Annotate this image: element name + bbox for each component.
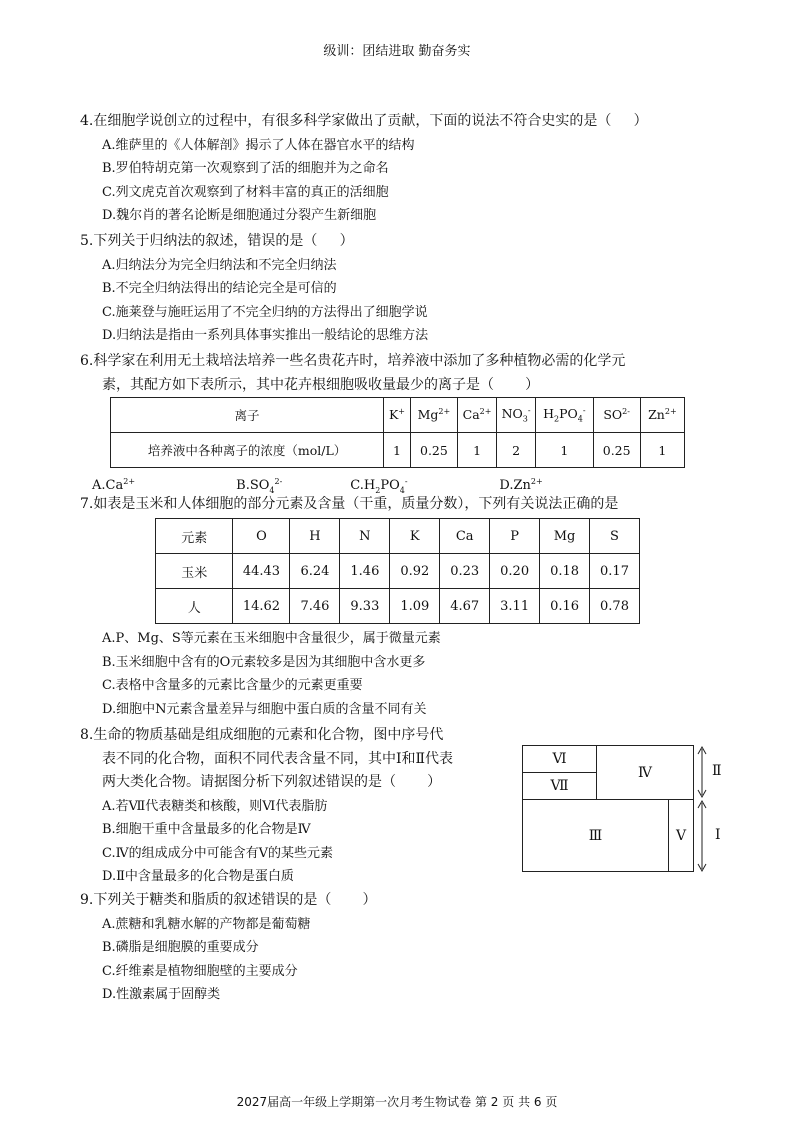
ion-charge: + bbox=[398, 407, 405, 417]
ion-header-cell bbox=[640, 398, 684, 433]
element-value-cell: 0.18 bbox=[540, 554, 590, 589]
element-header-cell: N bbox=[340, 519, 390, 554]
element-row-label: 人 bbox=[156, 589, 233, 624]
element-value-cell: 6.24 bbox=[290, 554, 340, 589]
question-5-stem: 5.下列关于归纳法的叙述，错误的是（ ） bbox=[80, 233, 354, 249]
page-footer: 2027届高一年级上学期第一次月考生物试卷 第 2 页 共 6 页 bbox=[236, 1095, 558, 1109]
option-label: D. bbox=[499, 478, 514, 494]
question-9-option-c: C.纤维素是植物细胞壁的主要成分 bbox=[102, 963, 298, 979]
element-value-cell: 0.20 bbox=[490, 554, 540, 589]
question-7 bbox=[80, 493, 720, 517]
page-header: 级训：团结进取 勤奋务实 bbox=[323, 44, 471, 59]
option-label: B. bbox=[236, 478, 250, 494]
question-5-option-a: A.归纳法分为完全归纳法和不完全归纳法 bbox=[102, 257, 337, 273]
element-header-cell: Mg bbox=[540, 519, 590, 554]
element-value-cell: 0.23 bbox=[440, 554, 490, 589]
element-header-cell: P bbox=[490, 519, 540, 554]
element-value-cell: 9.33 bbox=[340, 589, 390, 624]
element-value-cell: 0.78 bbox=[590, 589, 640, 624]
question-9-option-b: B.磷脂是细胞膜的重要成分 bbox=[102, 940, 259, 955]
question-5-option-d: D.归纳法是指由一系列具体事实推出一般结论的思维方法 bbox=[102, 328, 429, 343]
diagram-region-iv: Ⅳ bbox=[596, 745, 694, 800]
concentration-cell: 1 bbox=[384, 433, 411, 468]
question-6-stem-line1: 6.科学家在利用无土栽培法培养一些名贵花卉时，培养液中添加了多种植物必需的化学元 bbox=[80, 353, 626, 369]
question-5-option-c: C.施莱登与施旺运用了不完全归纳的方法得出了细胞学说 bbox=[102, 304, 428, 320]
element-value-cell: 0.92 bbox=[390, 554, 440, 589]
question-8-stem-line2: 表不同的化合物，面积不同代表含量不同，其中Ⅰ和Ⅱ代表 bbox=[102, 750, 454, 767]
ion-symbol: Zn bbox=[648, 407, 665, 423]
concentration-cell: 1 bbox=[640, 433, 684, 468]
ion-charge: 2- bbox=[622, 407, 630, 417]
element-value-cell: 4.67 bbox=[440, 589, 490, 624]
ion-subscript: 2 bbox=[553, 414, 560, 424]
question-8 bbox=[80, 724, 510, 889]
element-value-cell: 0.17 bbox=[590, 554, 640, 589]
element-value-cell: 0.16 bbox=[540, 589, 590, 624]
ion-header-cell bbox=[497, 398, 536, 433]
ion-header-cell bbox=[410, 398, 457, 433]
concentration-cell: 1 bbox=[458, 433, 497, 468]
element-table bbox=[155, 518, 640, 624]
question-8-option-a: A.若Ⅶ代表糖类和核酸，则Ⅵ代表脂肪 bbox=[102, 798, 328, 814]
diagram-label-i: Ⅰ bbox=[715, 827, 721, 843]
option-label: A. bbox=[92, 478, 106, 494]
element-header-cell: K bbox=[390, 519, 440, 554]
diagram-label-ii: Ⅱ bbox=[712, 763, 722, 779]
ion-table-header-label: 离子 bbox=[111, 398, 384, 433]
element-header-cell: Ca bbox=[440, 519, 490, 554]
question-8-option-d: D.Ⅱ中含量最多的化合物是蛋白质 bbox=[102, 869, 294, 884]
question-7-option-d: D.细胞中N元素含量差异与细胞中蛋白质的含量不同有关 bbox=[102, 701, 427, 717]
ion-symbol: PO bbox=[380, 478, 400, 494]
element-value-cell: 14.62 bbox=[233, 589, 290, 624]
ion-charge: 2+ bbox=[123, 477, 136, 486]
question-8-stem-line1: 8.生命的物质基础是组成细胞的元素和化合物，图中序号代 bbox=[80, 727, 444, 743]
ion-charge: 2+ bbox=[664, 407, 677, 417]
ion-symbol: NO bbox=[501, 406, 523, 422]
ion-charge: 2+ bbox=[479, 407, 492, 417]
element-value-cell: 3.11 bbox=[490, 589, 540, 624]
ion-charge: 2+ bbox=[438, 407, 451, 417]
question-6-stem-line2: 素，其配方如下表所示，其中花卉根细胞吸收量最少的离子是（ ） bbox=[102, 376, 540, 393]
diagram-region-vii: Ⅶ bbox=[522, 772, 597, 800]
ion-charge: 2+ bbox=[530, 477, 543, 486]
question-4-option-d: D.魏尔肖的著名论断是细胞通过分裂产生新细胞 bbox=[102, 208, 377, 223]
ion-symbol: Ca bbox=[462, 407, 480, 423]
concentration-cell: 2 bbox=[497, 433, 536, 468]
ion-table-row-label: 培养液中各种离子的浓度（mol/L） bbox=[111, 433, 384, 468]
element-value-cell: 1.46 bbox=[340, 554, 390, 589]
element-header-cell: S bbox=[590, 519, 640, 554]
diagram-region-vi: Ⅵ bbox=[522, 745, 597, 773]
question-4-option-b: B.罗伯特胡克第一次观察到了活的细胞并为之命名 bbox=[102, 161, 389, 176]
question-9 bbox=[80, 889, 720, 1007]
question-7-stem: 7.如表是玉米和人体细胞的部分元素及含量（干重，质量分数），下列有关说法正确的是 bbox=[80, 496, 619, 512]
ion-symbol: K bbox=[388, 407, 399, 423]
ion-symbol: Mg bbox=[417, 407, 439, 423]
ion-symbol: H bbox=[363, 478, 376, 494]
element-value-cell: 1.09 bbox=[390, 589, 440, 624]
question-4-option-a: A.维萨里的《人体解剖》揭示了人体在器官水平的结构 bbox=[102, 137, 415, 153]
question-7-options bbox=[80, 627, 720, 721]
ion-header-cell bbox=[593, 398, 640, 433]
element-header-cell: H bbox=[290, 519, 340, 554]
element-row-label: 玉米 bbox=[156, 554, 233, 589]
ion-subscript: 4 bbox=[269, 485, 275, 495]
ion-symbol: Zn bbox=[513, 478, 531, 494]
ion-subscript: 2 bbox=[375, 485, 381, 495]
diagram-region-iii: Ⅲ bbox=[522, 799, 669, 872]
ion-header-cell bbox=[458, 398, 497, 433]
question-4-option-c: C.列文虎克首次观察到了材料丰富的真正的活细胞 bbox=[102, 184, 389, 200]
question-5-option-b: B.不完全归纳法得出的结论完全是可信的 bbox=[102, 281, 337, 296]
concentration-cell: 0.25 bbox=[593, 433, 640, 468]
ion-charge: - bbox=[582, 406, 586, 416]
question-7-option-a: A.P、Mg、S等元素在玉米细胞中含量很少，属于微量元素 bbox=[102, 631, 441, 646]
concentration-cell: 0.25 bbox=[410, 433, 457, 468]
ion-subscript: 4 bbox=[399, 485, 405, 495]
question-5 bbox=[80, 230, 720, 348]
question-7-option-b: B.玉米细胞中含有的O元素较多是因为其细胞中含水更多 bbox=[102, 654, 426, 670]
ion-charge: - bbox=[527, 406, 531, 416]
ion-table bbox=[110, 397, 685, 468]
concentration-cell: 1 bbox=[536, 433, 594, 468]
ion-symbol: SO bbox=[603, 407, 623, 423]
question-4-stem: 4.在细胞学说创立的过程中，有很多科学家做出了贡献，下面的说法不符合史实的是（ ） bbox=[80, 113, 648, 129]
ion-subscript: 3 bbox=[522, 414, 528, 424]
ion-header-cell bbox=[536, 398, 594, 433]
ion-symbol: SO bbox=[249, 478, 270, 494]
element-header-cell: 元素 bbox=[156, 519, 233, 554]
ion-symbol: Ca bbox=[105, 478, 124, 494]
element-header-cell: O bbox=[233, 519, 290, 554]
question-9-option-d: D.性激素属于固醇类 bbox=[102, 987, 221, 1002]
ion-charge: 2- bbox=[274, 477, 283, 486]
question-7-option-c: C.表格中含量多的元素比含量少的元素更重要 bbox=[102, 678, 363, 693]
question-9-option-a: A.蔗糖和乳糖水解的产物都是葡萄糖 bbox=[102, 916, 311, 932]
question-8-option-b: B.细胞干重中含量最多的化合物是Ⅳ bbox=[102, 822, 311, 837]
compound-diagram bbox=[522, 745, 732, 875]
diagram-region-v: Ⅴ bbox=[668, 799, 694, 872]
ion-symbol: H bbox=[543, 406, 554, 422]
question-8-stem-line3: 两大类化合物。请据图分析下列叙述错误的是（ ） bbox=[102, 774, 442, 790]
question-6 bbox=[80, 350, 720, 397]
ion-header-cell bbox=[384, 398, 411, 433]
element-value-cell: 44.43 bbox=[233, 554, 290, 589]
question-9-stem: 9.下列关于糖类和脂质的叙述错误的是（ ） bbox=[80, 892, 377, 908]
ion-subscript: 4 bbox=[577, 414, 583, 424]
option-label: C. bbox=[350, 478, 364, 494]
ion-symbol: PO bbox=[559, 406, 578, 422]
question-8-option-c: C.Ⅳ的组成成分中可能含有Ⅴ的某些元素 bbox=[102, 845, 333, 861]
question-4 bbox=[80, 110, 720, 228]
ion-charge: - bbox=[404, 477, 408, 486]
element-value-cell: 7.46 bbox=[290, 589, 340, 624]
